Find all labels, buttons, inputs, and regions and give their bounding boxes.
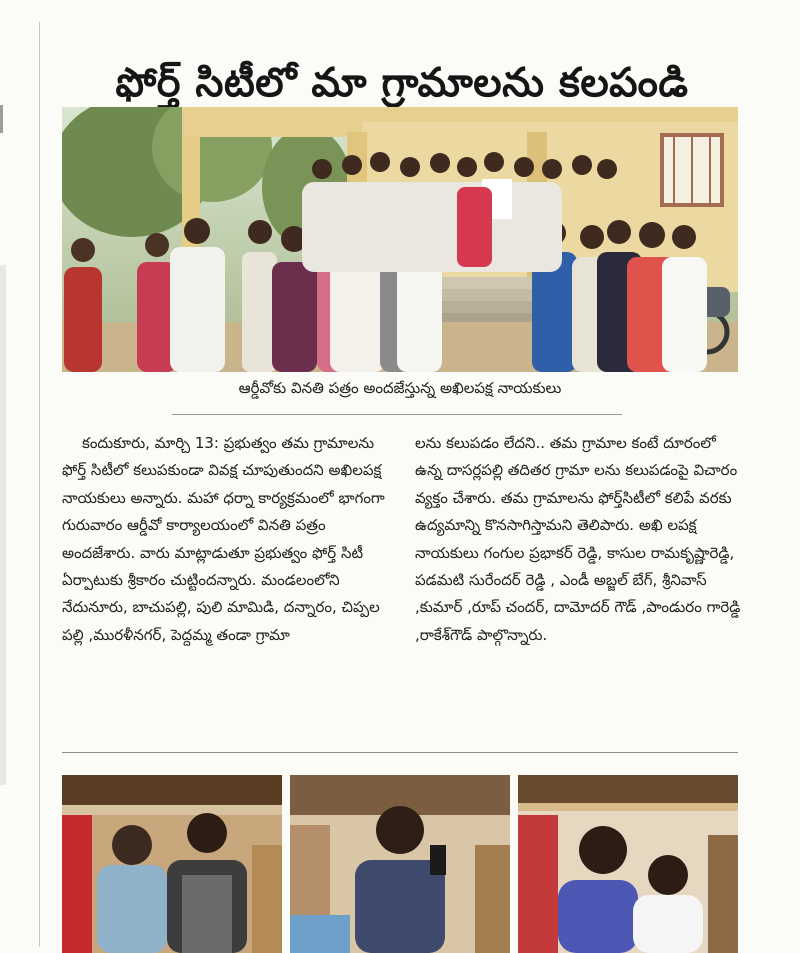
caption-rule	[172, 414, 622, 415]
section-divider	[62, 752, 738, 753]
article-headline: ఫోర్త్‌ సిటీలో మా గ్రామాలను కలపండి	[115, 59, 689, 106]
article-body-left: కందుకూరు, మార్చి 13: ప్రభుత్వం తమ గ్రామాలను ఫోర్త్‌ సిటీలో కలుపకుండా వివక్ష చూపుతుందని అఖిలపక్ష నాయకులు అన్నారు. మహా ధర్నా కార్యక్రమంలో భాగంగా గురువారం ఆర్డీవో కార్యాలయంలో వినతి పత్రం అందజేశారు. వారు మాట్లాడుతూ ప్రభుత్వం ఫోర్త్‌ సిటీ ఏర్పాటుకు శ్రీకారం చుట్టిందన్నారు. మండలంలోని నేదునూరు, బాచుపల్లి, పులి మామిడి, దన్నారం, చిప్పల పల్లి ,మురళీనగర్‌, పెద్దమ్మ తండా గ్రామా	[62, 434, 385, 644]
photo-caption: ఆర్డీవోకు వినతి పత్రం అందజేస్తున్న అఖిలపక్ష నాయకులు	[238, 379, 562, 397]
news-photo	[62, 107, 738, 372]
page-edge-mark	[0, 105, 3, 133]
article-body-right: లను కలుపడం లేదని.. తమ గ్రామాల కంటే దూరంలో ఉన్న దాసర్లపల్లి తదితర గ్రామా లను కలుపడంపై విచారం వ్యక్తం చేశారు. తమ గ్రామాలను ఫోర్త్‌సిటీలో కలిపే వరకు ఉద్యమాన్ని కొనసాగిస్తామని తెలిపారు. అఖి లపక్ష నాయకులు గంగుల ప్రభాకర్‌ రెడ్డి, కాసుల రామకృష్ణారెడ్డి, పడమటి సురేందర్‌ రెడ్డి , ఎండీ అబ్జల్‌ బేగ్‌, శ్రీనివాస్‌ ,కుమార్‌ ,రూప్‌ చందర్‌, దామోదర్‌ గౌడ్‌ ,పాండురం గారెడ్డి ,రాకేశ్‌గౌడ్‌ పాల్గొన్నారు.	[415, 434, 741, 644]
bottom-photo-1	[62, 775, 282, 953]
bottom-photo-3	[518, 775, 738, 953]
bottom-photo-2	[290, 775, 510, 953]
page-edge-shadow	[0, 265, 6, 785]
column-rule	[39, 22, 40, 947]
